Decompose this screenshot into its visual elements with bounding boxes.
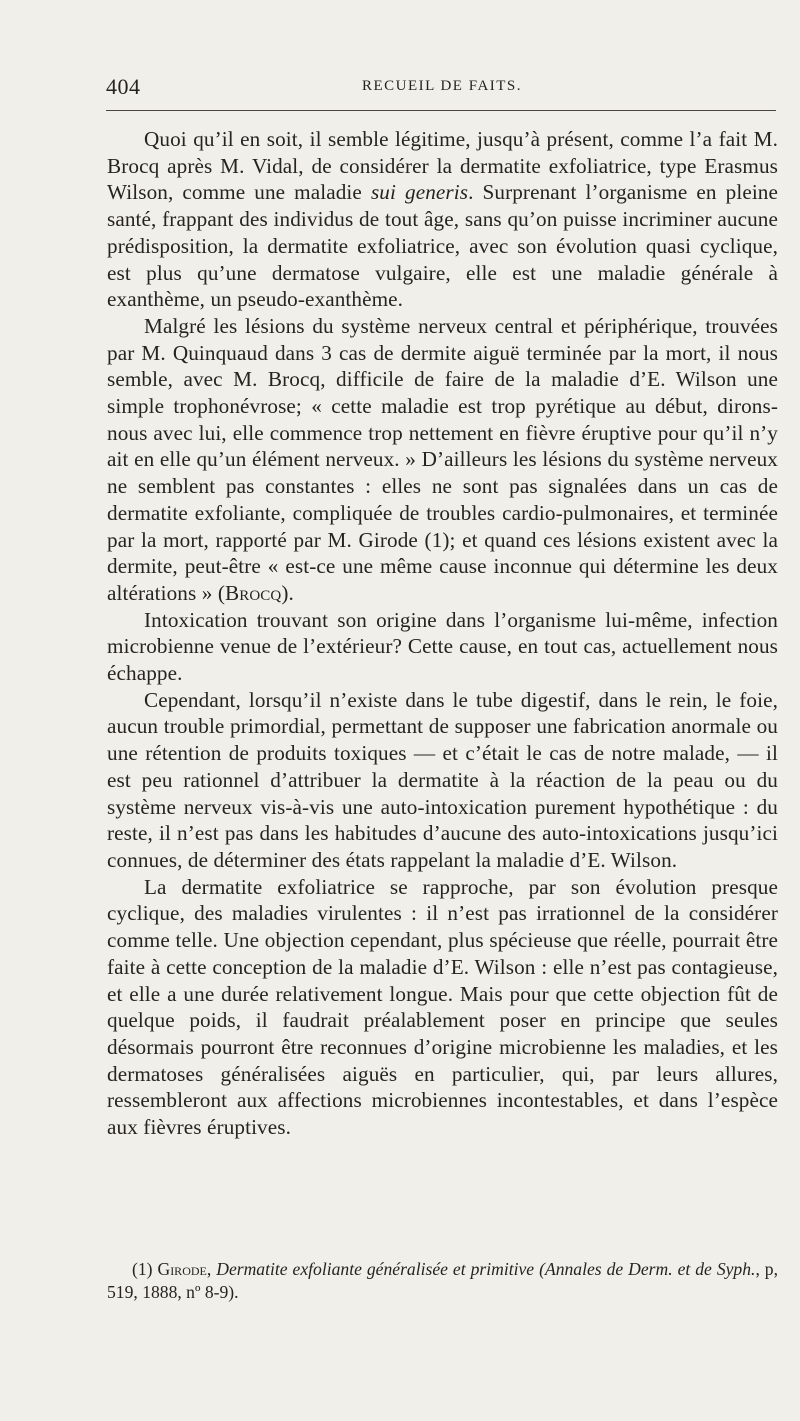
footnote-title: Dermatite exfoliante généralisée et primitive (Annales de Derm. et de Syph. [216, 1259, 756, 1279]
paragraph-1-text: Quoi qu’il en soit, il semble légitime, jusqu’à présent, comme l’a fait M. Brocq après M. Vidal, de considérer la dermatite exfoliatrice, type Erasmus Wilson, comme une maladie [107, 127, 778, 205]
footnote-sep: , [206, 1259, 217, 1279]
latin-phrase: sui generis [370, 180, 469, 205]
footnote-reference: , p, 519, 1888, nº 8-9). [107, 1259, 778, 1302]
paragraph-5 [107, 874, 778, 1141]
paragraph-4-text: Cependant, lorsqu’il n’existe dans le tube digestif, dans le rein, le foie, aucun trouble primordial, permettant de supposer une fabrication anormale ou une rétention de produits toxiques — et c’était le cas de notre malade, — il est peu rationnel d’attribuer la dermatite à la réaction de la peau ou du système nerveux vis-à-vis une auto-intoxication purement hypothétique : du reste, il n’est pas dans les habitudes d’aucune des auto-intoxications jusqu’ici connues, de déterminer des états rappelant la maladie d’E. Wilson. [107, 687, 778, 872]
header-rule [106, 110, 776, 111]
cited-author: Brocq [225, 580, 282, 605]
paragraph-3-text: Intoxication trouvant son origine dans l’organisme lui-même, infection microbienne venue de l’extérieur? Cette cause, en tout cas, actuellement nous échappe. [107, 607, 778, 686]
paragraph-2 [107, 313, 778, 607]
page-header [106, 74, 778, 104]
running-title: RECUEIL DE FAITS. [361, 78, 523, 94]
footnote-marker: (1) [132, 1259, 158, 1279]
paragraph-2-text: Malgré les lésions du système nerveux central et périphérique, trouvées par M. Quinquaud dans 3 cas de dermite aiguë terminée par la mort, il nous semble, avec M. Brocq, difficile de faire de la maladie d’E. Wilson une simple trophonévrose; « cette maladie est trop pyrétique au début, dirons-nous avec lui, elle commence trop nettement en fièvre éruptive pour qu’il n’y ait en elle qu’un élément nerveux. » D’ailleurs les lésions du système nerveux ne semblent pas constantes : elles ne sont pas signalées dans un cas de dermatite exfoliante, compliquée de troubles cardio-pulmonaires, et terminée par la mort, rapporté par M. Girode (1); et quand ces lésions existent avec la dermite, peut-être « est-ce une même cause inconnue qui détermine les deux altérations » ( [107, 313, 778, 605]
paragraph-4 [107, 687, 778, 874]
body-text [107, 126, 778, 1141]
paragraph-1-text-cont: . Surprenant l’organisme en pleine santé, frappant des individus de tout âge, sans qu’on puisse incriminer aucune prédisposition, la dermatite exfoliatrice, avec son évolution quasi cyclique, est plus qu’une dermatose vulgaire, elle est une maladie générale à exanthème, un pseudo-exanthème. [107, 180, 779, 312]
footnote-author: Girode [157, 1259, 207, 1279]
paragraph-2-text-cont: ). [281, 580, 294, 605]
page-number: 404 [106, 74, 141, 99]
footnote [107, 1258, 778, 1303]
paragraph-3 [107, 607, 778, 687]
paragraph-5-text: La dermatite exfoliatrice se rapproche, par son évolution presque cyclique, des maladies virulentes : il n’est pas irrationnel de la considérer comme telle. Une objection cependant, plus spécieuse que réelle, pourrait être faite à cette conception de la maladie d’E. Wilson : elle n’est pas contagieuse, et elle a une durée relativement longue. Mais pour que cette objection fût de quelque poids, il faudrait préalablement poser en principe que seules désormais pourront être reconnues d’origine microbienne les maladies, et les dermatoses généralisées aiguës en particulier, qui, par leurs allures, ressembleront aux affections microbiennes incontestables, et dans l’espèce aux fièvres éruptives. [107, 874, 778, 1140]
paragraph-1 [107, 126, 778, 313]
